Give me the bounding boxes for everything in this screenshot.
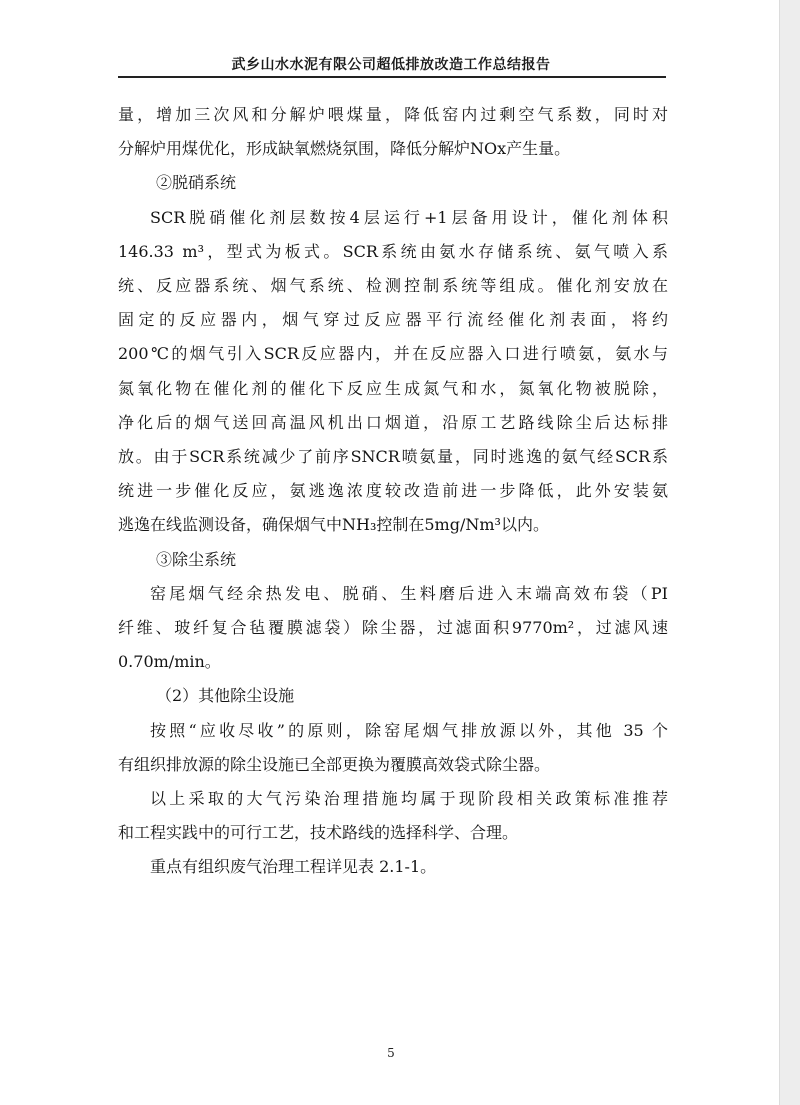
section-heading-denitration: ②脱硝系统	[156, 173, 237, 193]
section-heading-dedust: ③除尘系统	[156, 549, 237, 569]
text-line: 放。由于SCR系统减少了前序SNCR喷氨量，同时逃逸的氨气经SCR系	[118, 447, 668, 467]
text-line: 窑尾烟气经余热发电、脱硝、生料磨后进入末端高效布袋（PI	[150, 583, 668, 603]
text-line: 以上采取的大气污染治理措施均属于现阶段相关政策标准推荐	[150, 789, 668, 809]
paragraph-other-sources	[118, 714, 668, 782]
text-line: 统、反应器系统、烟气系统、检测控制系统等组成。催化剂安放在	[118, 276, 668, 296]
text-line: 分解炉用煤优化，形成缺氧燃烧氛围，降低分解炉NOx产生量。	[118, 139, 571, 159]
text-line: 按照“应收尽收”的原则，除窑尾烟气排放源以外，其他 35 个	[150, 720, 668, 740]
page-number: 5	[387, 1046, 395, 1060]
text-line: 统进一步催化反应，氨逃逸浓度较改造前进一步降低，此外安装氨	[118, 481, 668, 501]
text-line: 重点有组织废气治理工程详见表 2.1-1。	[150, 857, 437, 877]
header-rule	[118, 76, 666, 78]
text-line: 和工程实践中的可行工艺，技术路线的选择科学、合理。	[118, 823, 519, 843]
running-header: 武乡山水水泥有限公司超低排放改造工作总结报告	[231, 57, 551, 73]
text-line: 0.70m/min。	[118, 652, 221, 672]
paragraph-denitration-intro	[118, 98, 668, 166]
text-line: 200℃的烟气引入SCR反应器内，并在反应器入口进行喷氨，氨水与	[118, 344, 668, 364]
paragraph-measures-summary	[118, 782, 668, 850]
text-line: 逃逸在线监测设备，确保烟气中NH₃控制在5mg/Nm³以内。	[118, 515, 549, 535]
viewer-edge	[779, 0, 800, 1105]
text-line: 氮氧化物在催化剂的催化下反应生成氮气和水，氮氧化物被脱除，	[118, 378, 668, 398]
body-text	[118, 98, 668, 885]
text-line: 量，增加三次风和分解炉喂煤量，降低窑内过剩空气系数，同时对	[118, 105, 668, 124]
paragraph-table-reference	[118, 850, 668, 884]
paragraph-kiln-tail-dedust	[118, 577, 668, 680]
text-line: 146.33 m³，型式为板式。SCR系统由氨水存储系统、氨气喷入系	[118, 241, 668, 261]
section-heading-other-dedust: （2）其他除尘设施	[156, 686, 295, 706]
text-line: SCR脱硝催化剂层数按4层运行+1层备用设计，催化剂体积	[150, 207, 668, 227]
text-line: 净化后的烟气送回高温风机出口烟道，沿原工艺路线除尘后达标排	[118, 412, 668, 432]
text-line: 纤维、玻纤复合毡覆膜滤袋）除尘器，过滤面积9770m²，过滤风速	[118, 618, 668, 638]
paragraph-scr	[118, 201, 668, 543]
text-line: 固定的反应器内，烟气穿过反应器平行流经催化剂表面，将约	[118, 310, 668, 330]
text-line: 有组织排放源的除尘设施已全部更换为覆膜高效袋式除尘器。	[118, 754, 551, 774]
